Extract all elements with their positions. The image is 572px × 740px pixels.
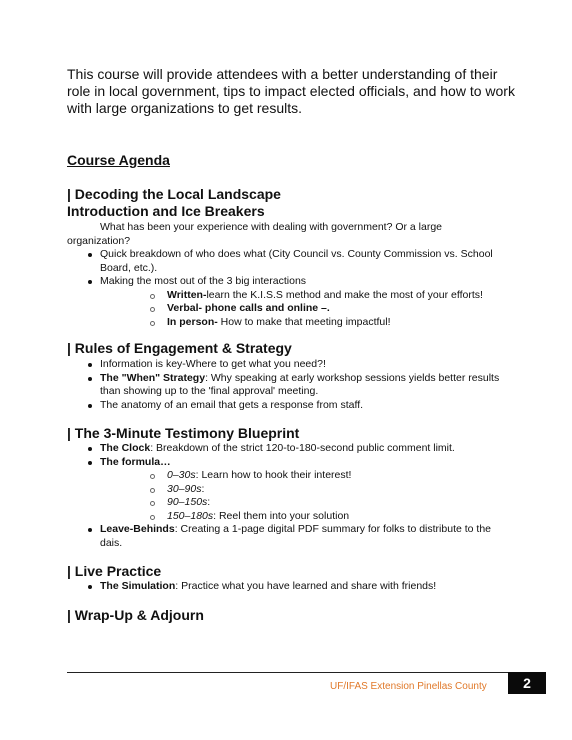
list-subitem: 150–180s: Reel them into your solution [100,510,507,524]
section-heading-decoding: | Decoding the Local Landscape [67,186,281,202]
subheading-intro: Introduction and Ice Breakers [67,203,265,219]
section-heading-practice: | Live Practice [67,563,162,579]
footer-org-name: UF/IFAS Extension Pinellas County [330,681,487,692]
section-4-body [67,580,507,594]
list-item: The anatomy of an email that gets a response from staff. [67,399,507,413]
section-heading-testimony: | The 3-Minute Testimony Blueprint [67,425,300,441]
agenda-heading: Course Agenda [67,152,170,168]
footer-divider [67,672,508,673]
section-1-body [67,221,507,329]
section-3-body [67,442,507,550]
section-heading-wrapup: | Wrap-Up & Adjourn [67,607,204,623]
list-item: Making the most out of the 3 big interactions Written-learn the K.I.S.S method and make the most of your efforts! Verbal- phone calls and online –. In person- How to make that meeting impactful! [67,275,507,329]
section-2-body [67,358,507,412]
list-item: Quick breakdown of who does what (City Council vs. County Commission vs. School Board, etc.). [67,248,507,275]
list-subitem: 30–90s: [100,483,507,497]
list-item: Leave-Behinds: Creating a 1-page digital PDF summary for folks to distribute to the dais. [67,523,507,550]
list-subitem: Written-learn the K.I.S.S method and make the most of your efforts! [100,289,507,303]
list-subitem: In person- How to make that meeting impactful! [100,316,507,330]
list-item: The formula… 0–30s: Learn how to hook their interest! 30–90s: 90–150s: 150–180s: Reel them into your solution [67,456,507,524]
list-subitem: 90–150s: [100,496,507,510]
list-subitem: Verbal- phone calls and online –. [100,302,507,316]
list-item: The Simulation: Practice what you have learned and share with friends! [67,580,507,594]
list-item: The "When" Strategy: Why speaking at early workshop sessions yields better results than showing up to the 'final approval' meeting. [67,372,507,399]
intro-question: What has been your experience with dealing with government? Or a large organization? [67,221,443,247]
section-heading-rules: | Rules of Engagement & Strategy [67,340,292,356]
list-item: The Clock: Breakdown of the strict 120-to-180-second public comment limit. [67,442,507,456]
list-item: Information is key-Where to get what you need?! [67,358,507,372]
page-number: 2 [508,672,546,694]
intro-paragraph: This course will provide attendees with a better understanding of their role in local government, tips to impact elected officials, and how to work with large organizations to get results. [67,66,515,116]
list-subitem: 0–30s: Learn how to hook their interest! [100,469,507,483]
